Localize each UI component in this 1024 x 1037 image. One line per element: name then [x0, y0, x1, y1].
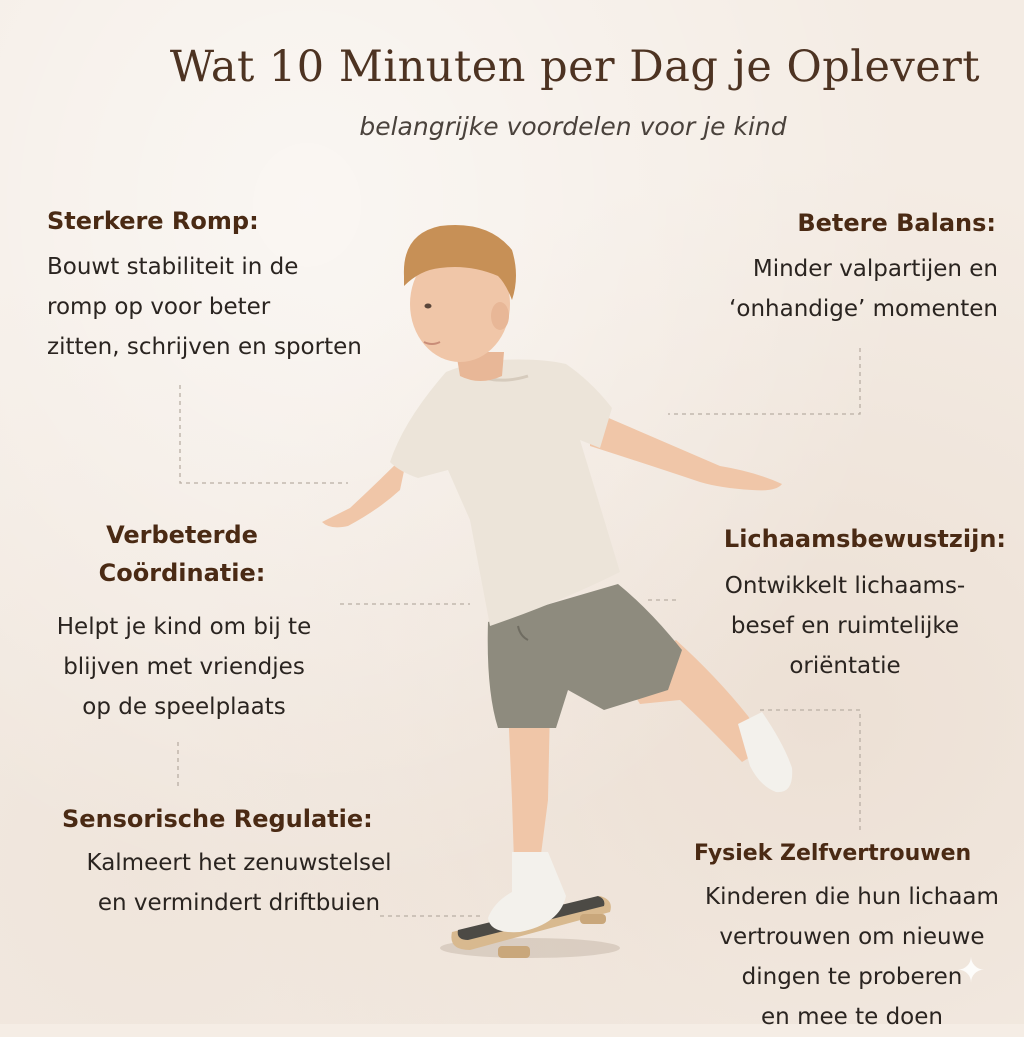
- t-shirt: [390, 360, 620, 627]
- benefit-heading-romp: Sterkere Romp:: [47, 207, 259, 235]
- benefit-line: oriëntatie: [789, 653, 901, 679]
- benefit-heading-balans: Betere Balans:: [797, 209, 996, 237]
- benefit-line: blijven met vriendjes: [63, 654, 305, 680]
- benefit-line: besef en ruimtelijke: [730, 613, 960, 639]
- standing-leg: [508, 706, 550, 862]
- benefit-line: dingen te proberen: [741, 964, 963, 990]
- ear: [491, 302, 509, 330]
- benefit-line: Ontwikkelt lichaams-: [724, 573, 966, 599]
- benefit-line: Kalmeert het zenuwstelsel: [86, 850, 392, 876]
- benefit-line: en mee te doen: [761, 1004, 943, 1030]
- benefit-heading-line: Verbeterde: [106, 521, 258, 549]
- benefit-line: vertrouwen om nieuwe: [719, 924, 985, 950]
- sparkle-icon: ✦: [956, 951, 986, 991]
- benefit-line: op de speelplaats: [82, 694, 286, 720]
- benefit-line: Minder valpartijen en: [752, 256, 998, 282]
- eye: [425, 304, 432, 309]
- page-subtitle: belangrijke voordelen voor je kind: [359, 112, 787, 141]
- benefit-heading-zelfvertrouwen: Fysiek Zelfvertrouwen: [694, 841, 972, 866]
- connector-balans: [668, 348, 860, 414]
- benefit-line: Bouwt stabiliteit in de: [47, 254, 299, 280]
- connector-romp: [180, 385, 348, 483]
- right-arm: [590, 410, 782, 490]
- benefit-line: romp op voor beter: [47, 294, 271, 320]
- benefit-heading-lichaamsbewustzijn: Lichaamsbewustzijn:: [723, 525, 1006, 553]
- benefit-line: ‘onhandige’ momenten: [729, 296, 998, 322]
- benefit-heading-sensorisch: Sensorische Regulatie:: [62, 805, 373, 833]
- benefit-line: en vermindert driftbuien: [97, 890, 381, 916]
- benefit-line: Helpt je kind om bij te: [56, 614, 312, 640]
- benefit-line: zitten, schrijven en sporten: [47, 334, 362, 360]
- benefit-line: Kinderen die hun lichaam: [705, 884, 999, 910]
- raised-sock: [738, 712, 792, 792]
- benefit-heading-line: Coördinatie:: [98, 559, 266, 587]
- page-title: Wat 10 Minuten per Dag je Oplevert: [169, 42, 981, 92]
